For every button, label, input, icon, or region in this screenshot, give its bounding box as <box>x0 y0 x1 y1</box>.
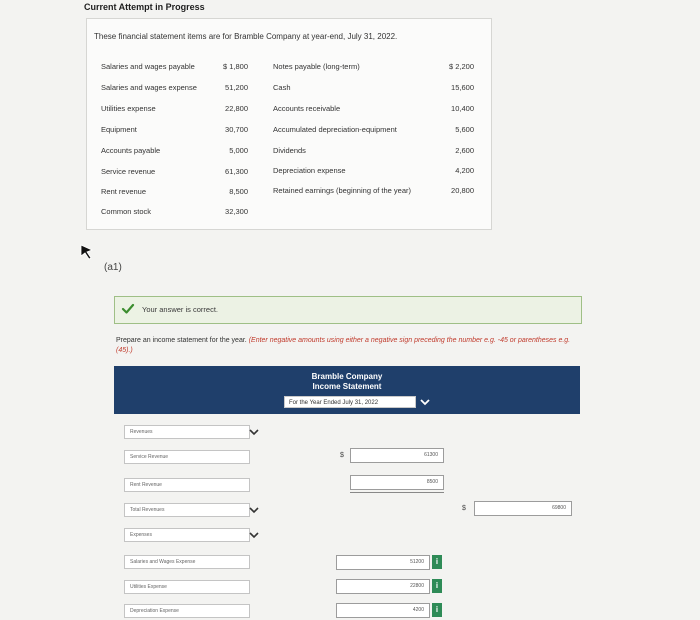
item-value: $ 2,200 <box>448 62 474 71</box>
item-label: Service revenue <box>101 167 156 176</box>
problem-panel <box>86 18 492 230</box>
chevron-down-icon <box>419 396 431 408</box>
item-label: Common stock <box>101 207 152 216</box>
part-label: (a1) <box>104 262 122 273</box>
depreciation-expense-amount[interactable]: 4200 <box>336 603 430 618</box>
total-revenues-select[interactable] <box>124 503 250 517</box>
item-value: 30,700 <box>225 125 248 134</box>
feedback-text: Your answer is correct. <box>142 305 219 314</box>
utilities-expense-amount[interactable]: 22800 <box>336 579 430 594</box>
item-label: Accounts payable <box>101 146 161 155</box>
select-value: Rent Revenue <box>130 482 162 488</box>
depreciation-expense-select[interactable] <box>124 604 250 618</box>
item-value: 22,800 <box>225 104 248 113</box>
item-label: Equipment <box>101 125 137 134</box>
item-label: Accumulated depreciation-equipment <box>273 125 397 134</box>
item-value: 5,000 <box>229 146 248 155</box>
service-revenue-amount[interactable]: 61300 <box>350 448 444 463</box>
select-value: Total Revenues <box>130 507 165 513</box>
company-name: Bramble Company <box>311 372 383 381</box>
item-value: $ 1,800 <box>222 62 248 71</box>
expenses-heading-select[interactable] <box>124 528 250 542</box>
service-revenue-select[interactable] <box>124 450 250 464</box>
item-value: 15,600 <box>451 83 474 92</box>
item-label: Notes payable (long-term) <box>273 62 360 71</box>
item-label: Accounts receivable <box>273 104 341 113</box>
item-value: 4,200 <box>455 166 474 175</box>
salaries-expense-select[interactable] <box>124 555 250 569</box>
item-label: Retained earnings (beginning of the year) <box>273 186 412 195</box>
statement-title: Income Statement <box>312 382 382 391</box>
item-label: Utilities expense <box>101 104 156 113</box>
instructions-main: Prepare an income statement for the year. <box>116 337 247 344</box>
dollar-sign: $ <box>462 505 466 512</box>
total-revenues-amount[interactable]: 69800 <box>474 501 572 516</box>
info-icon[interactable]: i <box>432 603 442 617</box>
item-label: Salaries and wages expense <box>101 83 197 92</box>
info-icon[interactable]: i <box>432 579 442 593</box>
item-value: 20,800 <box>451 186 474 195</box>
item-value: 51,200 <box>225 83 248 92</box>
item-label: Cash <box>273 83 291 92</box>
item-label: Depreciation expense <box>273 166 346 175</box>
chevron-down-icon[interactable] <box>248 504 260 516</box>
select-value: Depreciation Expense <box>130 608 179 614</box>
chevron-down-icon[interactable] <box>248 529 260 541</box>
item-value: 10,400 <box>451 104 474 113</box>
select-value: Service Revenue <box>130 454 169 460</box>
dollar-sign: $ <box>340 452 344 459</box>
page-title: Current Attempt in Progress <box>84 2 205 12</box>
rent-revenue-amount[interactable]: 8500 <box>350 475 444 490</box>
mouse-cursor-icon <box>80 244 94 260</box>
revenues-heading-select[interactable] <box>124 425 250 439</box>
item-value: 61,300 <box>225 167 248 176</box>
period-select[interactable] <box>284 396 416 408</box>
chevron-down-icon[interactable] <box>248 426 260 438</box>
checkmark-icon <box>121 302 135 316</box>
item-value: 32,300 <box>225 207 248 216</box>
rent-revenue-select[interactable] <box>124 478 250 492</box>
instructions <box>116 336 576 356</box>
salaries-expense-amount[interactable]: 51200 <box>336 555 430 570</box>
item-label: Rent revenue <box>101 187 147 196</box>
select-value: Salaries and Wages Expense <box>130 559 196 565</box>
select-value: Utilities Expense <box>130 584 167 590</box>
select-value: Expenses <box>130 532 152 538</box>
instructions-note: (Enter negative amounts using either a negative sign preceding the number e.g. -45 or parentheses e.g. (45).) <box>116 337 571 354</box>
item-value: 5,600 <box>455 125 474 134</box>
select-value: Revenues <box>130 429 153 435</box>
utilities-expense-select[interactable] <box>124 580 250 594</box>
period-select-value: For the Year Ended July 31, 2022 <box>289 400 379 406</box>
item-value: 2,600 <box>455 146 474 155</box>
subtotal-rule <box>350 492 444 493</box>
problem-intro: These financial statement items are for Bramble Company at year-end, July 31, 2022. <box>94 32 398 41</box>
item-label: Salaries and wages payable <box>101 62 195 71</box>
item-label: Dividends <box>273 146 306 155</box>
statement-header <box>114 366 580 414</box>
item-value: 8,500 <box>229 187 248 196</box>
info-icon[interactable]: i <box>432 555 442 569</box>
